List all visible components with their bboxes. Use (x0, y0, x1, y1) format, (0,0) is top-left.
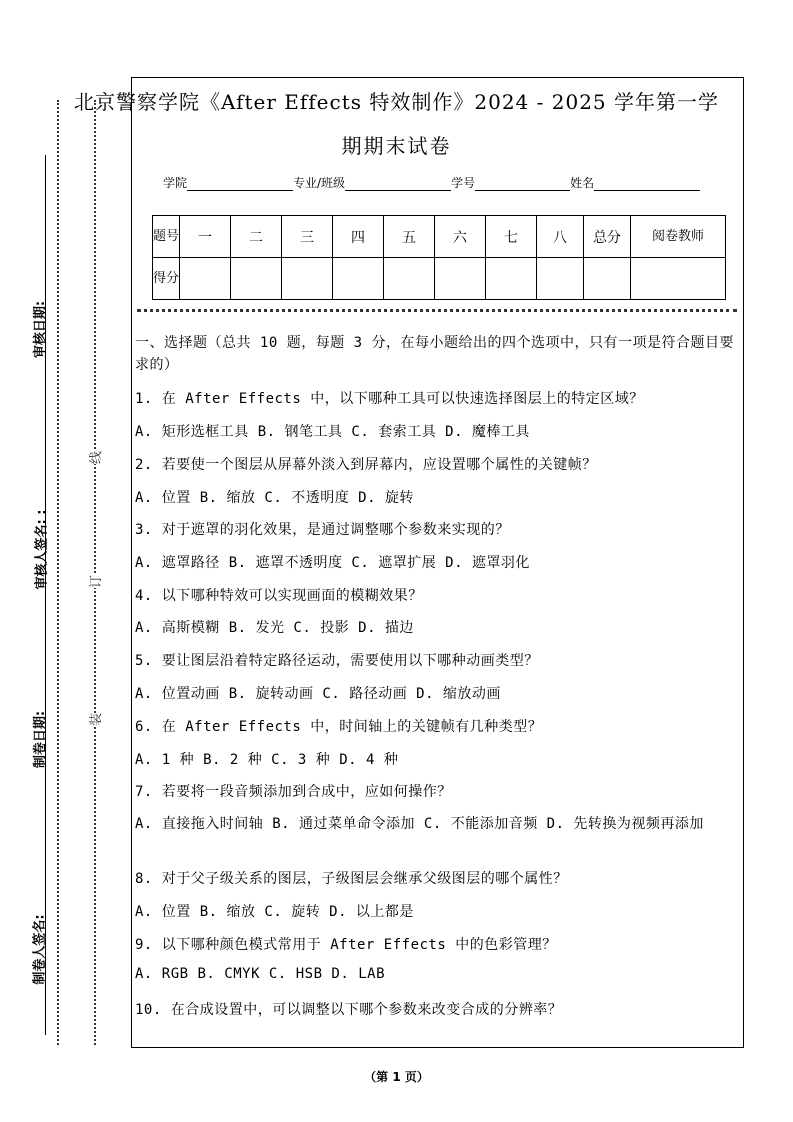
name-field[interactable] (594, 178, 700, 191)
options-7: A. 直接拖入时间轴 B. 通过菜单命令添加 C. 不能添加音频 D. 先转换为视频再添加 (135, 816, 704, 832)
review-date-label: 审核日期: (33, 300, 49, 359)
score-col-7: 七 (486, 216, 537, 258)
score-cell[interactable] (435, 258, 486, 300)
options-5: A. 位置动画 B. 旋转动画 C. 路径动画 D. 缩放动画 (135, 686, 501, 702)
options-3: A. 遮罩路径 B. 遮罩不透明度 C. 遮罩扩展 D. 遮罩羽化 (135, 555, 530, 571)
options-9: A. RGB B. CMYK C. HSB D. LAB (135, 966, 386, 982)
margin-dotted-line-inner (94, 100, 96, 1045)
score-table-row-head-score: 得分 (153, 258, 180, 300)
score-col-1: 一 (180, 216, 231, 258)
exam-title-line2: 期期末试卷 (341, 134, 452, 158)
score-col-2: 二 (231, 216, 282, 258)
major-label: 专业/班级 (293, 176, 346, 190)
question-4: 4. 以下哪种特效可以实现画面的模糊效果？ (135, 588, 423, 604)
margin-line-char: 线 (85, 451, 104, 464)
score-cell[interactable] (231, 258, 282, 300)
college-label: 学院 (163, 176, 188, 190)
score-col-grader: 阅卷教师 (631, 216, 726, 258)
question-3: 3. 对于遮罩的羽化效果，是通过调整哪个参数来实现的？ (135, 522, 510, 538)
margin-rule (45, 155, 46, 1035)
maker-sign-label: 制卷人签名: (32, 914, 48, 985)
student-id-label: 学号 (451, 176, 476, 190)
question-9: 9. 以下哪种颜色模式常用于 After Effects 中的色彩管理？ (135, 937, 557, 953)
score-table-row-head-number: 题号 (153, 216, 180, 258)
score-col-5: 五 (384, 216, 435, 258)
score-col-4: 四 (333, 216, 384, 258)
score-cell[interactable] (180, 258, 231, 300)
question-1: 1. 在 After Effects 中，以下哪种工具可以快速选择图层上的特定区域？ (135, 391, 644, 407)
student-id-field[interactable] (475, 178, 570, 191)
exam-title-line1: 北京警察学院《After Effects 特效制作》2024 - 2025 学年第一学 (73, 90, 719, 114)
section-heading: 一、选择题（总共 10 题，每题 3 分，在每小题给出的四个选项中，只有一项是符合题目要求的） (135, 335, 734, 373)
score-cell[interactable] (537, 258, 584, 300)
question-7: 7. 若要将一段音频添加到合成中，应如何操作？ (135, 784, 452, 800)
student-info-row (163, 174, 700, 191)
maker-date-label: 制卷日期: (33, 710, 49, 769)
margin-order-char: 订 (85, 575, 104, 588)
page-number: （第 1 页） (364, 1070, 429, 1084)
score-cell[interactable] (486, 258, 537, 300)
question-5: 5. 要让图层沿着特定路径运动，需要使用以下哪种动画类型？ (135, 653, 539, 669)
options-4: A. 高斯模糊 B. 发光 C. 投影 D. 描边 (135, 620, 414, 636)
options-2: A. 位置 B. 缩放 C. 不透明度 D. 旋转 (135, 490, 414, 506)
score-cell[interactable] (384, 258, 435, 300)
score-col-total: 总分 (584, 216, 631, 258)
margin-bind-char: 装 (85, 713, 104, 726)
score-cell[interactable] (282, 258, 333, 300)
question-6: 6. 在 After Effects 中，时间轴上的关键帧有几种类型？ (135, 719, 543, 735)
question-2: 2. 若要使一个图层从屏幕外淡入到屏幕内，应设置哪个属性的关键帧？ (135, 457, 597, 473)
options-8: A. 位置 B. 缩放 C. 旋转 D. 以上都是 (135, 904, 414, 920)
reviewer-sign-label: 审核人签名: : (34, 509, 50, 590)
name-label: 姓名 (570, 176, 595, 190)
question-8: 8. 对于父子级关系的图层，子级图层会继承父级图层的哪个属性？ (135, 871, 568, 887)
score-col-6: 六 (435, 216, 486, 258)
score-table (152, 215, 726, 300)
major-field[interactable] (345, 178, 451, 191)
score-cell[interactable] (584, 258, 631, 300)
score-cell[interactable] (631, 258, 726, 300)
score-cell[interactable] (333, 258, 384, 300)
score-col-3: 三 (282, 216, 333, 258)
options-6: A. 1 种 B. 2 种 C. 3 种 D. 4 种 (135, 752, 399, 768)
margin-dotted-line-outer (57, 100, 59, 1045)
options-1: A. 矩形选框工具 B. 钢笔工具 C. 套索工具 D. 魔棒工具 (135, 424, 530, 440)
college-field[interactable] (187, 178, 293, 191)
score-col-8: 八 (537, 216, 584, 258)
dotted-separator (137, 309, 737, 312)
question-10: 10. 在合成设置中，可以调整以下哪个参数来改变合成的分辨率？ (135, 1002, 563, 1018)
